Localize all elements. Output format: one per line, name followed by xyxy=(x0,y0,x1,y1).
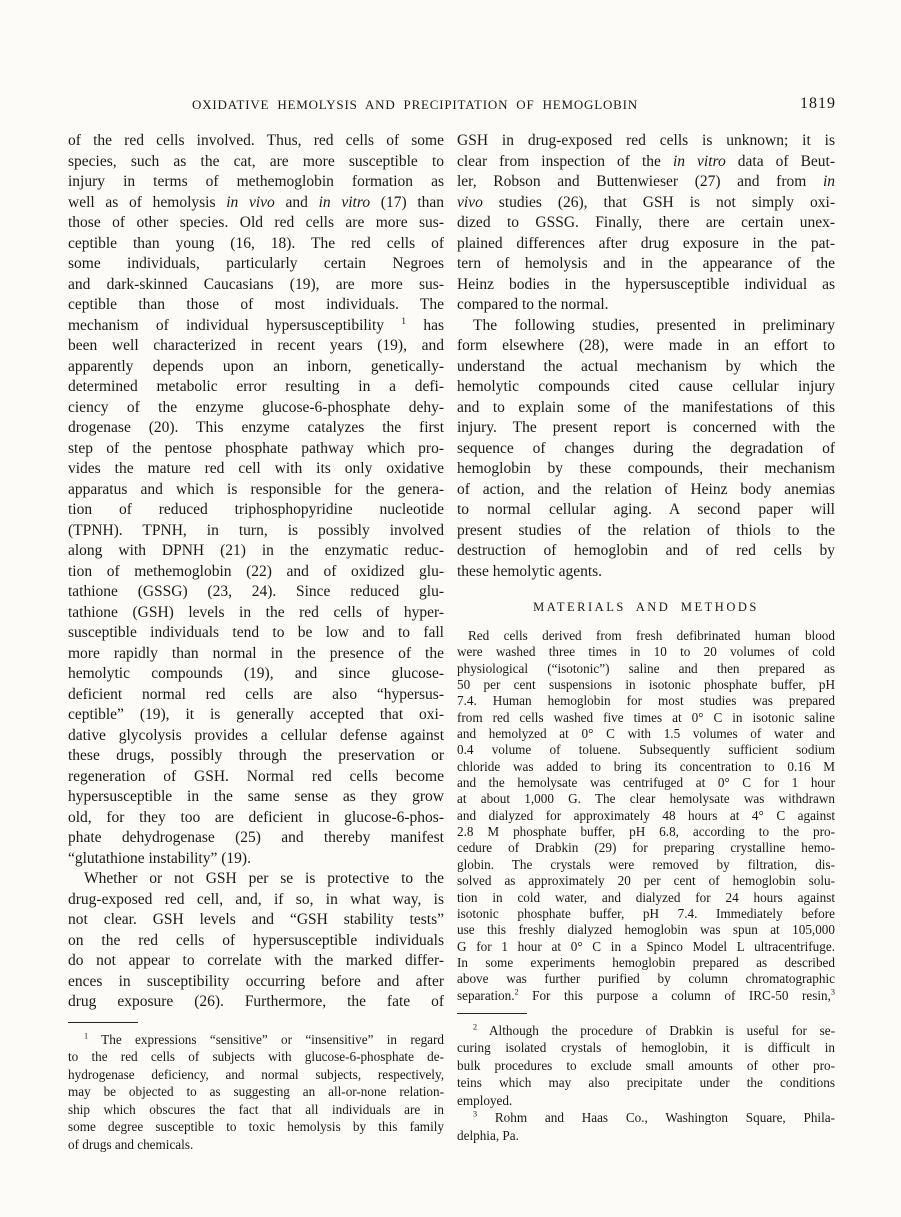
text-line: In some experiments hemoglobin prepared as described xyxy=(457,954,835,970)
text-line: “glutathione instability” (19). xyxy=(68,849,251,867)
text-line: drug-exposed red cell, and, if so, in what way, is xyxy=(68,890,444,908)
text-line: vivo studies (26), that GSH is not simply oxi- xyxy=(457,193,835,211)
text-line: drogenase (20). This enzyme catalyzes the first xyxy=(68,419,444,436)
text-line: ceptible” (19), it is generally accepted that oxi- xyxy=(68,706,444,723)
text-line: phate dehydrogenase (25) and thereby manifest xyxy=(68,829,444,846)
text-line: of drugs and chemicals. xyxy=(68,1136,194,1152)
text-line: some degree susceptible to toxic hemolysis by this family xyxy=(68,1119,444,1134)
text-line: hemolytic compounds cited cause cellular injury xyxy=(457,378,835,395)
text-line: and dark-skinned Caucasians (19), are more sus- xyxy=(68,275,444,293)
paragraph xyxy=(457,316,835,583)
text-line: injury in terms of methemoglobin formation as xyxy=(68,173,444,190)
text-line: cedure of Drabkin (29) for preparing crystalline hemo- xyxy=(457,840,835,856)
text-line: bulk procedures to exclude small amounts of other pro- xyxy=(457,1057,835,1073)
text-line: and to explain some of the manifestations of this xyxy=(457,398,835,416)
text-line: GSH in drug-exposed red cells is unknown; it is xyxy=(457,132,835,149)
text-line: employed. xyxy=(457,1092,513,1108)
text-line: 7.4. Human hemoglobin for most studies was prepared xyxy=(457,693,835,709)
text-line: hypersusceptible in the same sense as they grow xyxy=(68,788,444,805)
text-line: The following studies, presented in preliminary xyxy=(473,316,835,334)
text-line: physiological (“isotonic”) saline and then prepared as xyxy=(457,660,835,676)
text-line: some individuals, particularly certain Negroes xyxy=(68,255,444,272)
text-line: clear from inspection of the in vitro data of Beut- xyxy=(457,152,836,170)
text-line: ences in susceptibility occurring before and after xyxy=(68,972,444,990)
text-line: drug exposure (26). Furthermore, the fate of xyxy=(68,993,444,1010)
right-column-footnotes xyxy=(457,1022,835,1145)
text-line: separation.$^2$ For this purpose a column of IRC-50 resin,$^3$ xyxy=(457,987,835,1003)
paragraph xyxy=(457,628,835,1004)
text-line: and dialyzed for approximately 48 hours at 4° C against xyxy=(457,807,835,823)
left-column-footnotes xyxy=(68,1031,444,1154)
paragraph xyxy=(68,869,444,1013)
text-line: susceptible individuals tend to be low and to fall xyxy=(68,624,444,641)
text-line: $^1$ The expressions “sensitive” or “insensitive” in regard xyxy=(84,1031,444,1047)
text-line: curing isolated crystals of hemoglobin, it is difficult in xyxy=(457,1040,835,1056)
text-line: 50 per cent suspensions in isotonic phosphate buffer, pH xyxy=(457,677,835,693)
text-line: of the red cells involved. Thus, red cells of some xyxy=(68,132,444,149)
text-line: $^3$ Rohm and Haas Co., Washington Square, Phila- xyxy=(473,1110,835,1126)
text-line: compared to the normal. xyxy=(457,296,609,313)
text-line: along with DPNH (21) in the enzymatic reduc- xyxy=(68,542,444,559)
text-line: not clear. GSH levels and “GSH stability tests” xyxy=(68,911,444,928)
text-line: globin. The crystals were removed by filtration, dis- xyxy=(457,856,835,872)
text-line: determined metabolic error resulting in a defi- xyxy=(68,378,444,395)
text-line: ceptible than young (16, 18). The red cells of xyxy=(68,234,444,252)
text-line: apparently depends upon an inborn, genetically- xyxy=(68,357,444,375)
page-number: 1819 xyxy=(800,95,836,112)
text-line: ler, Robson and Buttenwieser (27) and from in xyxy=(457,173,835,190)
text-line: hemoglobin by these compounds, their mechanism xyxy=(457,460,835,477)
right-column xyxy=(457,131,835,1144)
text-line: ship which obscures the fact that all individuals are in xyxy=(68,1101,444,1117)
footnote-rule xyxy=(68,1022,138,1023)
text-line: at about 1,000 G. The clear hemolysate was withdrawn xyxy=(457,791,835,807)
paragraph xyxy=(457,131,835,316)
left-column-body xyxy=(68,131,444,1013)
text-line: step of the pentose phosphate pathway which pro- xyxy=(68,439,444,457)
text-line: those of other species. Old red cells are more sus- xyxy=(68,214,444,231)
text-line: dized to GSSG. Finally, there are certain unex- xyxy=(457,214,835,231)
right-column-body xyxy=(457,131,835,582)
text-line: chloride was added to bring its concentration to 0.16 M xyxy=(457,758,835,774)
text-line: G for 1 hour at 0° C in a Spinco Model L ultracentrifuge. xyxy=(457,938,835,954)
text-line: these drugs, possibly through the preservation or xyxy=(68,747,444,764)
text-line: tion of methemoglobin (22) and of oxidized glu- xyxy=(68,562,444,580)
text-line: $^2$ Although the procedure of Drabkin is useful for se- xyxy=(473,1022,835,1038)
text-line: above was further purified by column chromatographic xyxy=(457,971,835,987)
text-line: Heinz bodies in the hypersusceptible individual as xyxy=(457,275,835,293)
text-line: apparatus and which is responsible for the genera- xyxy=(68,480,444,498)
text-line: from red cells washed five times at 0° C in isotonic saline xyxy=(457,709,835,725)
text-line: and the hemolysate was centrifuged at 0° C for 1 hour xyxy=(457,775,835,791)
text-line: mechanism of individual hypersusceptibility $^1$ has xyxy=(68,315,444,334)
methods-section-body xyxy=(457,628,835,1004)
footnote xyxy=(457,1022,835,1110)
text-line: 2.8 M phosphate buffer, pH 6.8, according to the pro- xyxy=(457,824,835,840)
footnote xyxy=(457,1109,835,1144)
text-line: vides the mature red cell with its only oxidative xyxy=(68,460,444,477)
text-line: species, such as the cat, are more susceptible to xyxy=(68,152,444,170)
text-line: (TPNH). TPNH, in turn, is possibly involved xyxy=(68,521,444,539)
text-line: isotonic phosphate buffer, pH 7.4. Immediately before xyxy=(457,905,835,921)
footnote-rule xyxy=(457,1013,527,1014)
text-line: plained differences after drug exposure in the pat- xyxy=(457,234,835,252)
text-line: tern of hemolysis and in the appearance of the xyxy=(457,255,835,272)
text-line: Whether or not GSH per se is protective to the xyxy=(84,870,444,887)
text-line: do not appear to correlate with the marked differ- xyxy=(68,952,444,969)
text-line: hemolytic compounds (19), and since glucose- xyxy=(68,665,444,682)
running-head: OXIDATIVE HEMOLYSIS AND PRECIPITATION OF HEMOGLOBIN xyxy=(192,97,638,112)
text-line: form elsewhere (28), were made in an effort to xyxy=(457,337,835,354)
text-line: present studies of the relation of thiols to the xyxy=(457,521,835,539)
text-line: tathione (GSSG) (23, 24). Since reduced glu- xyxy=(68,583,444,600)
text-line: on the red cells of hypersusceptible individuals xyxy=(68,931,444,949)
text-line: been well characterized in recent years (19), and xyxy=(68,337,444,354)
left-column xyxy=(68,131,444,1153)
text-line: tathione (GSH) levels in the red cells of hyper- xyxy=(68,603,444,621)
text-line: ceptible than those of most individuals. The xyxy=(68,296,444,313)
text-line: destruction of hemoglobin and of red cells by xyxy=(457,542,835,559)
text-line: more rapidly than normal in the presence of the xyxy=(68,644,444,662)
text-line: 0.4 volume of toluene. Subsequently sufficient sodium xyxy=(457,742,835,758)
text-line: regeneration of GSH. Normal red cells become xyxy=(68,767,444,785)
text-line: ciency of the enzyme glucose-6-phosphate dehy- xyxy=(68,398,444,416)
text-line: to normal cellular aging. A second paper will xyxy=(457,501,835,518)
text-line: hydrogenase deficiency, and normal subjects, respectively, xyxy=(68,1066,444,1082)
text-line: these hemolytic agents. xyxy=(457,562,603,580)
text-line: old, for they too are deficient in glucose-6-phos- xyxy=(68,808,444,826)
text-line: well as of hemolysis in vivo and in vitro (17) than xyxy=(68,193,445,211)
text-line: were washed three times in 10 to 20 volumes of cold xyxy=(457,644,835,660)
text-line: tion in cold water, and dialyzed for 24 hours against xyxy=(457,889,835,905)
text-line: to the red cells of subjects with glucose-6-phosphate de- xyxy=(68,1049,444,1064)
text-line: solved as approximately 20 per cent of hemoglobin solu- xyxy=(457,873,835,889)
paragraph xyxy=(68,131,444,869)
text-line: teins which may also precipitate under the conditions xyxy=(457,1075,835,1091)
text-line: use this freshly dialyzed hemoglobin was spun at 105,000 xyxy=(457,922,835,938)
text-line: injury. The present report is concerned with the xyxy=(457,419,835,436)
text-line: may be objected to as suggesting an all-or-none relation- xyxy=(68,1084,444,1099)
text-line: of action, and the relation of Heinz body anemias xyxy=(457,480,835,498)
text-line: Red cells derived from fresh defibrinated human blood xyxy=(468,628,835,643)
text-line: understand the actual mechanism by which the xyxy=(457,357,835,375)
text-line: and hemolyzed at 0° C with 1.5 volumes of water and xyxy=(457,726,835,742)
text-line: dative glycolysis provides a cellular defense against xyxy=(68,726,444,744)
text-line: deficient normal red cells are also “hypersus- xyxy=(68,685,444,703)
text-line: tion of reduced triphosphopyridine nucleotide xyxy=(68,501,444,518)
text-line: delphia, Pa. xyxy=(457,1127,519,1143)
footnote xyxy=(68,1031,444,1154)
text-line: sequence of changes during the degradation of xyxy=(457,439,835,457)
section-heading-materials-and-methods: MATERIALS AND METHODS xyxy=(533,600,759,614)
